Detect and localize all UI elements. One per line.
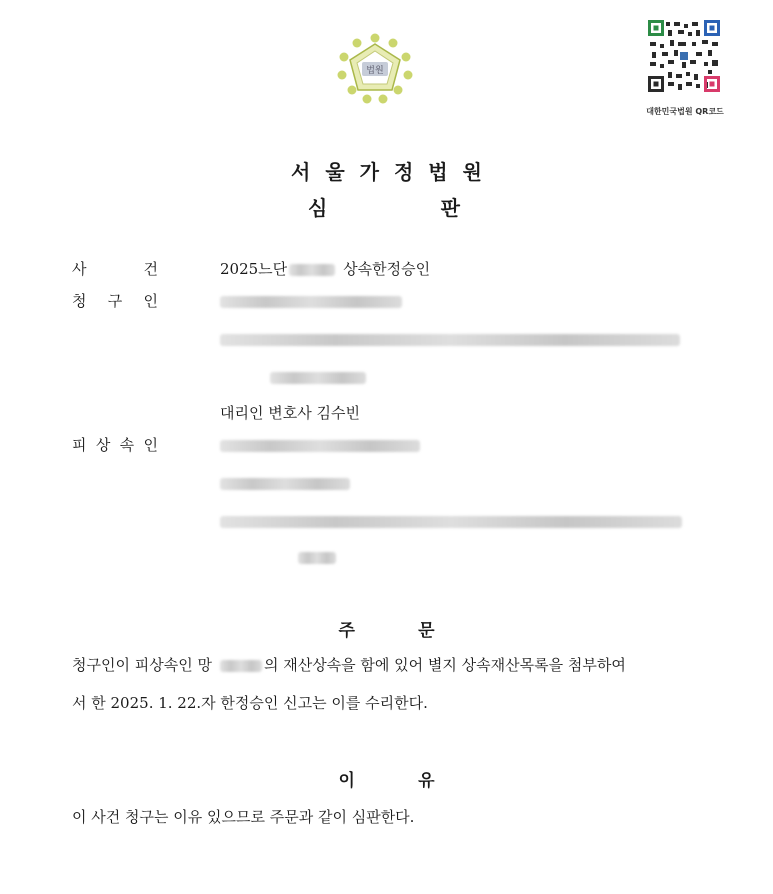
label-char: 피 xyxy=(72,436,87,454)
doc-type-char: 판 xyxy=(440,196,460,220)
redacted-claimant-address xyxy=(220,334,680,346)
label-char: 속 xyxy=(119,436,135,454)
respondent-label xyxy=(72,434,158,455)
emblem-text: 법원 xyxy=(366,66,384,76)
heading-char: 이 xyxy=(338,771,355,791)
heading-char: 주 xyxy=(338,621,355,641)
order-text-line-1 xyxy=(72,654,626,675)
redacted-case-number xyxy=(289,264,335,276)
heading-char: 문 xyxy=(418,621,435,641)
redacted-deceased-name xyxy=(220,660,262,672)
label-char: 인 xyxy=(143,436,158,454)
order-text-line-2: 서 한 2025. 1. 22.자 한정승인 신고는 이를 수리한다. xyxy=(72,694,428,712)
label-char: 건 xyxy=(143,260,158,278)
label-char: 구 xyxy=(107,292,123,310)
qr-caption: 대한민국법원 QR코드 xyxy=(646,107,724,116)
label-char: 사 xyxy=(72,260,87,278)
label-char: 상 xyxy=(95,436,111,454)
case-label xyxy=(72,258,158,279)
heading-char: 유 xyxy=(418,771,435,791)
redacted-respondent-name xyxy=(220,440,420,452)
redacted-claimant-name xyxy=(220,296,402,308)
reason-text: 이 사건 청구는 이유 있으므로 주문과 같이 심판한다. xyxy=(72,808,415,826)
redacted-respondent-address-cont xyxy=(298,552,336,564)
document-type-title xyxy=(308,192,460,221)
case-type: 상속한정승인 xyxy=(343,260,431,278)
order-text: 청구인이 피상속인 망 xyxy=(72,656,212,674)
qr-code-icon xyxy=(648,20,720,92)
case-number xyxy=(220,258,430,279)
label-char: 청 xyxy=(72,292,87,310)
court-emblem-logo xyxy=(336,32,414,106)
redacted-respondent-death-date xyxy=(220,478,350,490)
case-prefix: 2025느단 xyxy=(220,260,288,278)
agent-info: 대리인 변호사 김수빈 xyxy=(220,404,360,422)
label-char: 인 xyxy=(143,292,158,310)
order-text: 의 재산상속을 함에 있어 별지 상속재산목록을 첨부하여 xyxy=(263,656,626,674)
reason-heading xyxy=(0,766,773,791)
redacted-respondent-address xyxy=(220,516,682,528)
redacted-claimant-address-cont xyxy=(270,372,366,384)
claimant-label xyxy=(72,290,158,311)
order-heading xyxy=(0,616,773,641)
doc-type-char: 심 xyxy=(308,196,328,220)
court-name-title: 서울가정법원 xyxy=(291,160,497,184)
